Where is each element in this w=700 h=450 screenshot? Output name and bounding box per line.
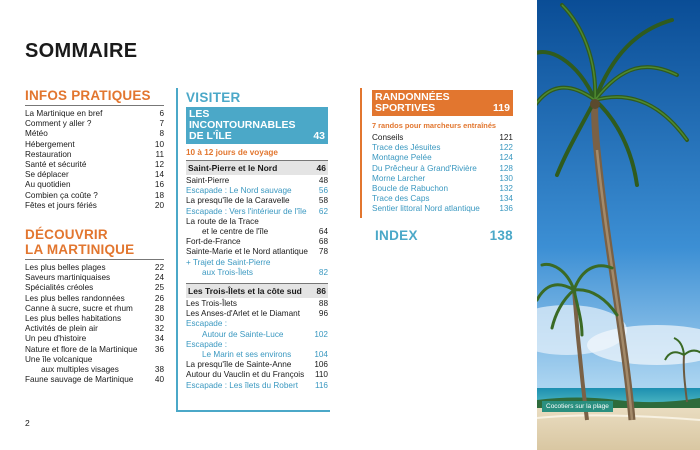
toc-entry-page: 68 (318, 237, 328, 247)
toc-entry[interactable] (25, 304, 164, 314)
toc-entry-page: 96 (318, 309, 328, 319)
toc-entry[interactable] (25, 129, 164, 139)
decouvrir-heading-line2: LA MARTINIQUE (25, 242, 135, 257)
toc-entry-page: 40 (154, 375, 164, 385)
toc-entry-label: La Martinique en bref (25, 109, 103, 118)
toc-entry-page: 88 (318, 299, 328, 309)
toc-entry-label: Un peu d'histoire (25, 334, 87, 344)
toc-entry-page: 28 (154, 303, 164, 313)
toc-entry-page: 6 (159, 109, 164, 118)
toc-entry-label: Escapade : (186, 319, 227, 329)
toc-entry[interactable] (186, 350, 328, 360)
toc-entry-page: 134 (499, 194, 513, 204)
toc-entry[interactable] (186, 299, 328, 309)
toc-entry-page: 32 (154, 324, 164, 334)
index-page: 138 (489, 228, 513, 243)
toc-entry-page: 121 (499, 133, 513, 142)
toc-entry[interactable] (372, 204, 513, 214)
toc-entry[interactable] (186, 217, 328, 227)
toc-entry[interactable] (186, 381, 328, 391)
toc-entry-page: 48 (318, 176, 328, 185)
toc-entry-label: Montagne Pelée (372, 153, 432, 163)
toc-entry-page: 116 (314, 380, 328, 390)
decouvrir-list (25, 263, 164, 385)
toc-entry[interactable] (186, 176, 328, 186)
toc-entry-label: Météo (25, 129, 48, 139)
toc-entry-label: Restauration (25, 149, 72, 159)
toc-entry-label: Autour du Vauclin et du François (186, 370, 305, 380)
divider (25, 105, 164, 106)
toc-entry[interactable] (25, 355, 164, 365)
section-trois-ilets-bar[interactable] (186, 283, 328, 298)
page-title: SOMMAIRE (25, 40, 138, 62)
toc-entry-page: 136 (499, 204, 513, 214)
toc-entry-label: Morne Larcher (372, 173, 426, 183)
index-label: INDEX (375, 228, 418, 243)
toc-entry-label: Saveurs martiniquaises (25, 273, 111, 283)
toc-entry-label: Hébergement (25, 139, 75, 149)
toc-entry-label: Les plus belles habitations (25, 314, 122, 324)
toc-entry-label: Sentier littoral Nord atlantique (372, 204, 480, 214)
incontournables-line1: LES INCONTOURNABLES (189, 108, 296, 131)
decouvrir-section (25, 227, 164, 385)
toc-entry[interactable] (25, 170, 164, 180)
toc-entry-label: et le centre de l'île (202, 227, 269, 237)
toc-entry[interactable] (25, 160, 164, 170)
toc-entry-label: Fort-de-France (186, 237, 241, 247)
randonnees-bar[interactable] (372, 90, 513, 116)
toc-entry-page: 106 (314, 360, 328, 370)
toc-entry-label: Se déplacer (25, 170, 69, 180)
toc-entry-page: 25 (154, 283, 164, 293)
toc-entry-label: Conseils (372, 133, 404, 142)
toc-entry[interactable] (186, 247, 328, 257)
toc-entry-page: 104 (314, 350, 328, 360)
toc-entry-label: La route de la Trace (186, 216, 259, 226)
toc-entry-label: Les Trois-Îlets (186, 299, 237, 309)
toc-entry-label: Combien ça coûte ? (25, 190, 98, 200)
decouvrir-heading-line1: DÉCOUVRIR (25, 227, 108, 242)
toc-entry[interactable] (372, 153, 513, 163)
infos-pratiques-list (25, 109, 164, 211)
itineraire-subtitle: 10 à 12 jours de voyage (186, 148, 278, 157)
toc-entry-label: Faune sauvage de Martinique (25, 375, 134, 385)
section2-list (186, 299, 328, 391)
toc-entry[interactable] (186, 340, 328, 350)
toc-entry[interactable] (25, 314, 164, 324)
toc-entry-label: La presqu'île de Sainte-Anne (186, 360, 292, 370)
randonnees-page: 119 (493, 102, 510, 114)
toc-entry[interactable] (25, 294, 164, 304)
section1-page: 46 (316, 163, 326, 173)
toc-entry-page: 78 (318, 247, 328, 257)
toc-entry-page: 132 (499, 184, 513, 194)
section1-label: Saint-Pierre et le Nord (188, 163, 278, 173)
toc-entry-label: + Trajet de Saint-Pierre (186, 257, 271, 267)
visiter-heading: VISITER (186, 90, 241, 105)
toc-entry[interactable] (25, 375, 164, 385)
section2-label: Les Trois-Îlets et la côte sud (188, 286, 302, 297)
toc-entry-label: Sainte-Marie et le Nord atlantique (186, 247, 308, 257)
toc-entry-page: 62 (318, 206, 328, 216)
toc-entry[interactable] (186, 207, 328, 217)
decouvrir-heading (25, 227, 164, 257)
toc-entry-page: 38 (154, 365, 164, 375)
toc-entry-page: 124 (499, 153, 513, 163)
toc-entry[interactable] (186, 330, 328, 340)
index-entry[interactable] (375, 228, 513, 243)
toc-entry[interactable] (25, 109, 164, 119)
section-saint-pierre-bar[interactable] (186, 160, 328, 175)
toc-entry-page: 10 (154, 139, 164, 149)
toc-entry-page: 110 (314, 370, 328, 380)
toc-entry[interactable] (25, 140, 164, 150)
toc-entry[interactable] (186, 268, 328, 278)
page-number: 2 (25, 418, 30, 428)
toc-entry-page: 20 (154, 200, 164, 210)
toc-entry-page: 30 (154, 314, 164, 324)
toc-entry[interactable] (25, 263, 164, 273)
toc-entry[interactable] (372, 143, 513, 153)
toc-entry[interactable] (25, 150, 164, 160)
toc-entry[interactable] (25, 273, 164, 283)
toc-entry-label: Du Prêcheur à Grand'Rivière (372, 163, 477, 173)
toc-entry[interactable] (25, 180, 164, 190)
toc-entry[interactable] (372, 164, 513, 174)
toc-entry-label: Les Anses-d'Arlet et le Diamant (186, 309, 300, 319)
incontournables-page: 43 (313, 130, 325, 142)
toc-entry-label: Escapade : Le Nord sauvage (186, 186, 292, 196)
toc-entry[interactable] (372, 174, 513, 184)
toc-entry-page: 22 (154, 263, 164, 272)
photo-caption: Cocotiers sur la plage (542, 401, 613, 412)
toc-entry-page: 122 (499, 143, 513, 153)
toc-entry-label: Nature et flore de la Martinique (25, 344, 138, 354)
toc-entry[interactable] (186, 370, 328, 380)
toc-entry[interactable] (186, 319, 328, 329)
toc-entry-page: 58 (318, 196, 328, 206)
toc-entry-page: 130 (499, 173, 513, 183)
toc-entry-label: Les plus belles randonnées (25, 293, 125, 303)
toc-entry-label: Saint-Pierre (186, 176, 230, 185)
toc-entry-page: 36 (154, 344, 164, 354)
toc-entry-page: 128 (499, 163, 513, 173)
toc-entry[interactable] (186, 196, 328, 206)
toc-entry[interactable] (25, 119, 164, 129)
toc-entry[interactable] (25, 334, 164, 344)
toc-entry-label: Au quotidien (25, 180, 71, 190)
toc-entry-label: aux multiples visages (41, 365, 119, 375)
toc-entry-label: Trace des Caps (372, 194, 430, 204)
toc-entry-page: 12 (154, 160, 164, 170)
toc-entry[interactable] (372, 194, 513, 204)
toc-entry[interactable] (372, 184, 513, 194)
toc-entry-page: 7 (159, 119, 164, 129)
toc-entry[interactable] (186, 360, 328, 370)
toc-entry[interactable] (186, 309, 328, 319)
randonnees-list (372, 133, 513, 215)
beach-photo (537, 0, 700, 450)
toc-entry[interactable] (25, 201, 164, 211)
toc-entry[interactable] (186, 227, 328, 237)
toc-entry[interactable] (25, 345, 164, 355)
toc-entry-label: Trace des Jésuites (372, 143, 441, 153)
toc-entry[interactable] (25, 324, 164, 334)
section2-page: 86 (316, 286, 326, 297)
toc-entry-label: Boucle de Rabuchon (372, 184, 449, 194)
randonnees-section (372, 90, 513, 215)
toc-entry-page: 8 (159, 129, 164, 139)
section1-list (186, 176, 328, 278)
randonnees-subtitle: 7 randos pour marcheurs entraînés (372, 121, 497, 130)
infos-pratiques-heading: INFOS PRATIQUES (25, 88, 151, 103)
toc-entry-label: Activités de plein air (25, 324, 98, 334)
incontournables-bar[interactable] (186, 107, 328, 144)
visiter-section (186, 90, 328, 391)
toc-entry-label: Santé et sécurité (25, 160, 87, 170)
toc-entry-page: 56 (318, 186, 328, 196)
randonnees-heading-line2: SPORTIVES (375, 102, 436, 114)
toc-entry-label: Comment y aller ? (25, 119, 92, 129)
toc-entry[interactable] (25, 283, 164, 293)
infos-pratiques-section (25, 88, 164, 211)
toc-entry[interactable] (186, 186, 328, 196)
toc-entry-page: 102 (314, 329, 328, 339)
toc-entry-label: Autour de Sainte-Luce (202, 329, 284, 339)
toc-entry-label: Spécialités créoles (25, 283, 94, 293)
toc-entry[interactable] (186, 237, 328, 247)
toc-entry-page: 18 (154, 190, 164, 200)
toc-entry-label: Escapade : Les îlets du Robert (186, 380, 298, 390)
toc-entry-page: 24 (154, 273, 164, 283)
toc-entry-label: Le Marin et ses environs (202, 350, 292, 360)
toc-entry[interactable] (25, 191, 164, 201)
toc-entry-label: Les plus belles plages (25, 263, 106, 272)
toc-entry-label: Canne à sucre, sucre et rhum (25, 303, 133, 313)
toc-entry-label: aux Trois-Îlets (202, 267, 253, 277)
toc-entry-label: Escapade : (186, 339, 227, 349)
toc-entry-page: 14 (154, 170, 164, 180)
toc-entry-label: Escapade : Vers l'intérieur de l'île (186, 206, 307, 216)
toc-entry-page: 34 (154, 334, 164, 344)
toc-entry-page: 64 (318, 227, 328, 237)
divider (25, 259, 164, 260)
toc-entry-label: La presqu'île de la Caravelle (186, 196, 290, 206)
toc-entry-label: Une île volcanique (25, 354, 93, 364)
toc-entry-page: 11 (155, 149, 164, 159)
toc-entry[interactable] (372, 133, 513, 143)
toc-entry[interactable] (186, 258, 328, 268)
randonnees-heading-line1: RANDONNÉES (375, 91, 450, 103)
incontournables-line2: DE L'ÎLE (189, 130, 232, 142)
toc-entry-page: 16 (154, 180, 164, 190)
toc-entry-page: 26 (154, 293, 164, 303)
palm-trees-illustration (537, 0, 700, 450)
toc-entry-page: 82 (318, 267, 328, 277)
toc-entry[interactable] (25, 365, 164, 375)
toc-entry-label: Fêtes et jours fériés (25, 200, 97, 210)
